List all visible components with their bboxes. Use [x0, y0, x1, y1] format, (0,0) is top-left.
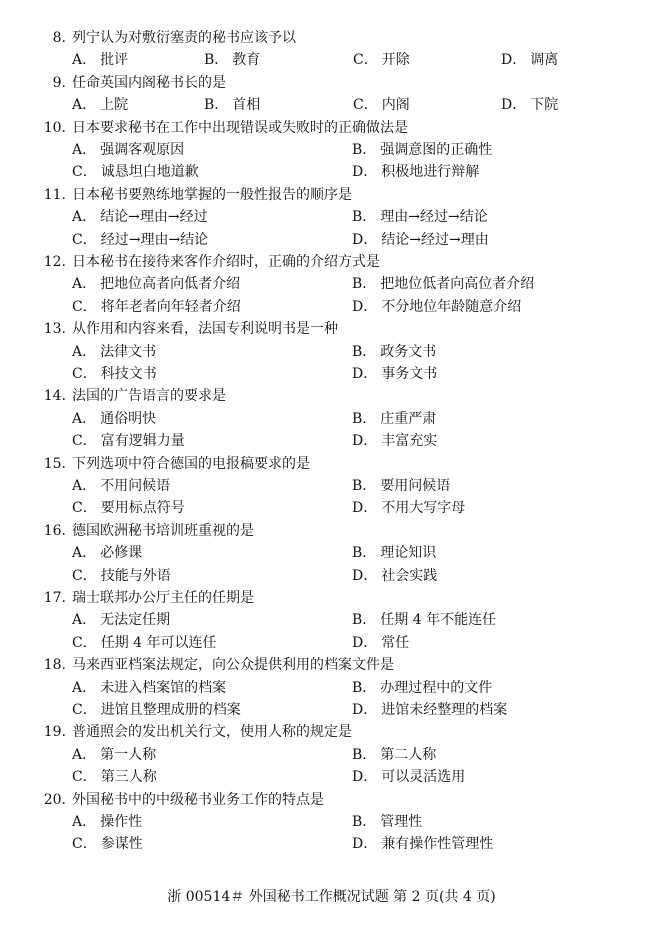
answer-option [204, 94, 260, 116]
question-stem [0, 587, 663, 609]
option-text: 理由→经过→结论 [380, 209, 488, 226]
answer-option [72, 565, 171, 587]
question-text: 德国欧洲秘书培训班重视的是 [72, 522, 254, 539]
question-text: 瑞士联邦办公厅主任的任期是 [72, 590, 254, 606]
option-letter: B． [352, 410, 377, 427]
option-letter: B． [352, 612, 377, 629]
question-stem [0, 184, 663, 206]
option-letter: B． [352, 209, 377, 226]
option-text: 科技文书 [100, 366, 157, 382]
question-text: 日本要求秘书在工作中出现错误或失败时的正确做法是 [72, 119, 408, 136]
option-letter: A． [72, 679, 97, 696]
question-stem [0, 789, 663, 811]
answer-option [72, 206, 208, 228]
question-number: 19. [43, 724, 66, 741]
option-text: 未进入档案馆的档案 [100, 679, 227, 696]
option-letter: B． [352, 478, 377, 494]
answer-option [352, 677, 492, 699]
answer-option [352, 139, 492, 161]
answer-option [72, 161, 199, 183]
option-letter: D． [501, 97, 527, 114]
option-text: 不用大写字母 [381, 500, 466, 517]
option-text: 结论→经过→理由 [381, 231, 489, 248]
option-text: 不分地位年龄随意介绍 [381, 298, 522, 315]
answer-option [352, 744, 436, 766]
option-letter: D． [352, 433, 378, 450]
answer-option [352, 363, 437, 385]
option-letter: D． [352, 500, 378, 517]
option-letter: A． [72, 746, 97, 763]
option-text: 要用标点符号 [100, 500, 185, 517]
question-stem [0, 721, 663, 743]
option-text: 任期 4 年不能连任 [380, 612, 497, 629]
option-text: 进馆未经整理的档案 [381, 702, 508, 718]
option-text: 通俗明快 [100, 410, 157, 427]
answer-option [352, 632, 409, 654]
answer-option [352, 766, 465, 788]
option-letter: C． [72, 836, 97, 853]
option-letter: C． [72, 231, 97, 248]
option-text: 调离 [530, 52, 559, 69]
answer-option [501, 49, 558, 71]
question-stem [0, 251, 663, 273]
question-text: 日本秘书要熟练地掌握的一般性报告的顺序是 [72, 186, 352, 203]
answer-option [204, 49, 260, 71]
answer-option [352, 430, 437, 452]
option-letter: A． [72, 410, 97, 427]
answer-option [72, 609, 170, 631]
question-text: 马来西亚档案法规定，向公众提供利用的档案文件是 [72, 657, 394, 674]
option-text: 常任 [381, 634, 410, 651]
question-number: 15. [43, 455, 66, 472]
option-letter: B． [352, 343, 377, 360]
question-text: 下列选项中符合德国的电报稿要求的是 [72, 455, 310, 472]
option-text: 结论→理由→经过 [100, 209, 208, 226]
option-text: 办理过程中的文件 [380, 679, 493, 696]
option-letter: C． [72, 634, 97, 651]
option-letter: A． [72, 478, 97, 494]
option-text: 教育 [232, 52, 261, 69]
option-letter: D． [352, 567, 378, 584]
question-number: 9. [52, 74, 66, 91]
option-text: 不用问候语 [100, 478, 171, 494]
answer-option [72, 341, 156, 363]
option-text: 第一人称 [100, 746, 157, 763]
answer-option [352, 497, 465, 519]
question-number: 13. [43, 321, 66, 338]
answer-option [72, 744, 156, 766]
option-text: 积极地进行辩解 [381, 164, 480, 181]
option-text: 上院 [100, 97, 129, 114]
answer-option [72, 766, 157, 788]
option-letter: C． [353, 52, 378, 69]
question-number: 16. [43, 522, 66, 539]
option-text: 丰富充实 [381, 433, 438, 450]
answer-option [352, 475, 450, 497]
question-number: 20. [43, 791, 66, 808]
answer-option [72, 811, 142, 833]
answer-option [72, 49, 128, 71]
option-letter: C． [72, 500, 97, 517]
option-text: 内阁 [381, 97, 410, 114]
question-number: 14. [43, 388, 66, 405]
option-letter: C． [72, 433, 97, 450]
question-stem [0, 27, 663, 49]
option-letter: D． [352, 366, 378, 382]
option-text: 管理性 [380, 814, 423, 830]
option-letter: B． [352, 545, 377, 562]
question-text: 法国的广告语言的要求是 [72, 388, 226, 405]
answer-option [352, 206, 488, 228]
option-letter: D． [352, 702, 378, 718]
answer-option [353, 94, 410, 116]
option-text: 开除 [381, 52, 410, 69]
question-text: 从作用和内容来看，法国专利说明书是一种 [72, 321, 338, 338]
answer-option [72, 229, 208, 251]
option-text: 庄重严肃 [380, 410, 437, 427]
option-letter: A． [72, 612, 97, 629]
option-letter: D． [352, 164, 378, 181]
answer-option [352, 565, 437, 587]
answer-option [72, 94, 128, 116]
answer-option [352, 341, 436, 363]
option-letter: A． [72, 545, 97, 562]
answer-option [352, 609, 496, 631]
question-text: 日本秘书在接待来客作介绍时，正确的介绍方式是 [72, 254, 380, 270]
option-text: 富有逻辑力量 [100, 433, 185, 450]
question-stem [0, 318, 663, 340]
answer-option [72, 408, 156, 430]
page-footer: 浙 00514＃ 外国秘书工作概况试题 第 2 页(共 4 页) [167, 889, 496, 905]
option-text: 批评 [100, 52, 129, 69]
option-letter: B． [204, 52, 229, 69]
question-text: 列宁认为对敷衍塞责的秘书应该予以 [72, 30, 296, 46]
option-text: 任期 4 年可以连任 [100, 634, 217, 651]
answer-option [353, 49, 410, 71]
question-stem [0, 520, 663, 542]
option-text: 必修课 [100, 545, 143, 562]
option-text: 法律文书 [100, 343, 157, 360]
question-text: 外国秘书中的中级秘书业务工作的特点是 [72, 791, 324, 808]
option-text: 政务文书 [380, 343, 437, 360]
option-text: 强调客观原因 [100, 142, 185, 158]
question-stem [0, 654, 663, 676]
question-stem [0, 72, 663, 94]
option-letter: B． [352, 276, 377, 293]
option-letter: A． [72, 276, 97, 293]
answer-option [72, 677, 226, 699]
option-text: 技能与外语 [100, 567, 171, 584]
option-text: 第二人称 [380, 746, 437, 763]
option-text: 强调意图的正确性 [380, 142, 493, 158]
question-text: 普通照会的发出机关行文，使用人称的规定是 [72, 724, 352, 741]
option-text: 第三人称 [100, 769, 157, 786]
question-number: 12. [43, 254, 66, 270]
option-letter: C． [72, 702, 97, 718]
option-letter: A． [72, 97, 97, 114]
answer-option [72, 296, 241, 318]
answer-option [501, 94, 558, 116]
option-letter: D． [352, 298, 378, 315]
answer-option [352, 542, 436, 564]
option-letter: A． [72, 209, 97, 226]
option-text: 社会实践 [381, 567, 438, 584]
option-text: 把地位高者向低者介绍 [100, 276, 241, 293]
question-number: 8. [52, 30, 66, 46]
question-number: 10. [43, 119, 66, 136]
option-text: 把地位低者向高位者介绍 [380, 276, 535, 293]
option-letter: B． [352, 142, 377, 158]
option-letter: A． [72, 142, 97, 158]
answer-option [72, 430, 185, 452]
question-number: 18. [43, 657, 66, 674]
answer-option [72, 497, 185, 519]
option-text: 操作性 [100, 814, 143, 830]
question-number: 17. [43, 590, 66, 606]
option-letter: C． [72, 567, 97, 584]
option-letter: C． [72, 769, 97, 786]
option-text: 可以灵活选用 [381, 769, 466, 786]
option-text: 进馆且整理成册的档案 [100, 702, 241, 718]
option-letter: C． [353, 97, 378, 114]
question-stem [0, 385, 663, 407]
answer-option [72, 833, 143, 855]
option-text: 参谋性 [100, 836, 143, 853]
answer-option [352, 699, 507, 721]
option-letter: C． [72, 366, 97, 382]
option-letter: B． [352, 746, 377, 763]
option-text: 兼有操作性管理性 [381, 836, 494, 853]
question-stem [0, 117, 663, 139]
option-text: 事务文书 [381, 366, 438, 382]
answer-option [72, 273, 240, 295]
answer-option [72, 139, 184, 161]
question-text: 任命英国内阁秘书长的是 [72, 74, 226, 91]
option-letter: D． [352, 836, 378, 853]
option-text: 要用问候语 [380, 478, 451, 494]
question-number: 11. [43, 186, 66, 203]
question-stem [0, 453, 663, 475]
answer-option [352, 229, 489, 251]
option-letter: D． [352, 231, 378, 248]
option-letter: C． [72, 164, 97, 181]
option-text: 诚恳坦白地道歉 [100, 164, 199, 181]
option-letter: A． [72, 814, 97, 830]
answer-option [352, 161, 479, 183]
answer-option [72, 542, 142, 564]
option-letter: A． [72, 343, 97, 360]
option-text: 理论知识 [380, 545, 437, 562]
option-letter: C． [72, 298, 97, 315]
answer-option [72, 363, 157, 385]
option-letter: B． [352, 814, 377, 830]
option-letter: D． [352, 769, 378, 786]
option-text: 经过→理由→结论 [100, 231, 209, 248]
answer-option [72, 632, 217, 654]
option-letter: A． [72, 52, 97, 69]
option-text: 无法定任期 [100, 612, 171, 629]
answer-option [352, 811, 422, 833]
answer-option [72, 475, 170, 497]
option-letter: D． [501, 52, 527, 69]
option-text: 将年老者向年轻者介绍 [100, 298, 241, 315]
option-text: 首相 [232, 97, 261, 114]
answer-option [72, 699, 241, 721]
option-letter: B． [204, 97, 229, 114]
answer-option [352, 273, 534, 295]
option-text: 下院 [530, 97, 559, 114]
answer-option [352, 296, 521, 318]
option-letter: D． [352, 634, 378, 651]
answer-option [352, 408, 436, 430]
option-letter: B． [352, 679, 377, 696]
answer-option [352, 833, 493, 855]
